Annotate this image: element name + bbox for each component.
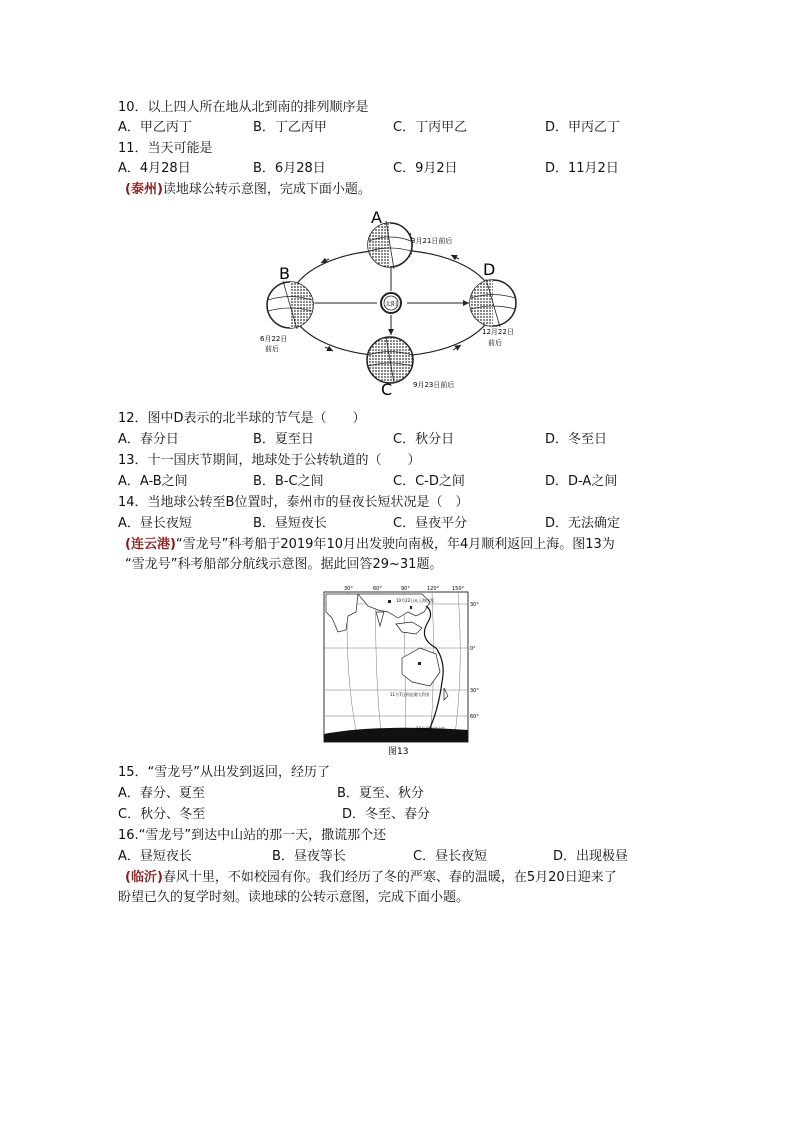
lat-label: 30° [470,688,479,694]
q13-option-c: C．C-D之间 [393,474,465,489]
date-d-2: 前后 [488,339,502,347]
lon-label: 60° [373,586,382,592]
date-c: 9月23日前后 [413,381,455,389]
lon-label: 90° [401,586,410,592]
earth-orbit-diagram [255,205,545,395]
date-b-1: 6月22日 [260,335,288,343]
q14-stem: 14．当地球公转至B位置时，泰州市的昼夜长短状况是（ ） [118,495,469,510]
earth-a-icon [368,221,413,269]
intro-text: 春风十里，不如校园有你。我们经历了冬的严寒、春的温暖，在5月20日迎来了 [162,870,617,885]
q10-option-d: D．甲丙乙丁 [545,120,621,135]
q16-stem: 16.“雪龙号”到达中山站的那一天，撒谎那个还 [118,828,387,843]
q10-option-b: B．丁乙丙甲 [253,120,327,135]
orbit-arrow [325,347,333,351]
xuelong-route-map [318,582,480,758]
q16-option-c: C．昼长夜短 [413,849,488,864]
earth-d-icon [470,279,516,327]
sun-label: 太阳 [384,301,398,308]
map-caption: 图13 [388,747,409,757]
q12-option-c: C．秋分日 [393,432,455,447]
q11-option-b: B．6月28日 [253,161,326,176]
intro-taizhou [125,181,371,199]
label-c: C [381,380,393,395]
orbit-arrow [453,345,461,350]
q16-option-d: D．出现极昼 [553,849,629,864]
earth-c-icon [367,337,413,383]
q10-option-a: A．甲乙丙丁 [118,120,192,135]
date-b-2: 前后 [265,345,279,353]
q14-option-b: B．昼短夜长 [253,516,327,531]
q16-option-a: A．昼短夜长 [118,849,192,864]
q12-option-d: D．冬至日 [545,432,608,447]
intro-lianyungang-line1 [125,536,615,554]
q12-stem: 12．图中D表示的北半球的节气是（ ） [118,411,366,426]
q11-option-c: C．9月2日 [393,161,458,176]
earth-b-icon [267,281,313,329]
date-d-1: 12月22日 [482,328,514,336]
intro-lianyungang-line2: “雪龙号”科考船部分航线示意图。据此回答29~31题。 [125,557,443,572]
q13-stem: 13．十一国庆节期间，地球处于公转轨道的（ ） [118,453,421,468]
q14-option-c: C．昼夜平分 [393,516,468,531]
lon-label: 120° [427,586,440,592]
orbit-arrow [451,255,459,259]
lat-label: 30° [470,602,479,608]
label-b: B [279,264,290,283]
q11-option-a: A．4月28日 [118,161,191,176]
q12-option-a: A．春分日 [118,432,179,447]
lon-label: 150° [452,586,465,592]
q14-option-d: D．无法确定 [545,516,621,531]
q15-option-a: A．春分、夏至 [118,786,205,801]
route-note-top: 10月22日从上海出发 [396,598,435,603]
q14-option-a: A．昼长夜短 [118,516,192,531]
q15-stem: 15．“雪龙号”从出发到返回，经历了 [118,765,331,780]
q13-option-b: B．B-C之间 [253,474,324,489]
q10-option-c: C．丁丙甲乙 [393,120,468,135]
source-tag: (泰州) [125,182,163,197]
label-a: A [371,208,382,227]
q13-option-a: A．A-B之间 [118,474,188,489]
q11-stem: 11．当天可能是 [118,141,213,156]
date-a: 3月21日前后 [411,237,453,245]
lon-label: 30° [344,586,353,592]
intro-text: 读地球公转示意图，完成下面小题。 [162,182,371,197]
intro-text: “雪龙号”科考船于2019年10月出发驶向南极，年4月顺利返回上海。图13为 [175,537,615,552]
source-tag: (临沂) [125,870,163,885]
lat-label: 0° [470,646,476,652]
intro-linyi-line1 [125,869,617,887]
q13-option-d: D．D-A之间 [545,474,618,489]
route-note-bottom: 12月到达中山站 [416,726,446,731]
intro-linyi-line2: 盼望已久的复学时刻。读地球的公转示意图，完成下面小题。 [118,890,470,905]
q15-option-d: D．冬至、春分 [342,807,431,822]
q15-option-b: B．夏至、秋分 [337,786,424,801]
q15-option-c: C．秋分、冬至 [118,807,206,822]
lat-label: 60° [470,714,479,720]
label-d: D [483,260,496,279]
route-note-mid: 11月7日到达澳大利亚 [390,692,430,697]
q10-stem: 10．以上四人所在地从北到南的排列顺序是 [118,100,369,115]
q12-option-b: B．夏至日 [253,432,314,447]
source-tag: (连云港) [125,537,176,552]
q16-option-b: B．昼夜等长 [272,849,346,864]
q11-option-d: D．11月2日 [545,161,619,176]
